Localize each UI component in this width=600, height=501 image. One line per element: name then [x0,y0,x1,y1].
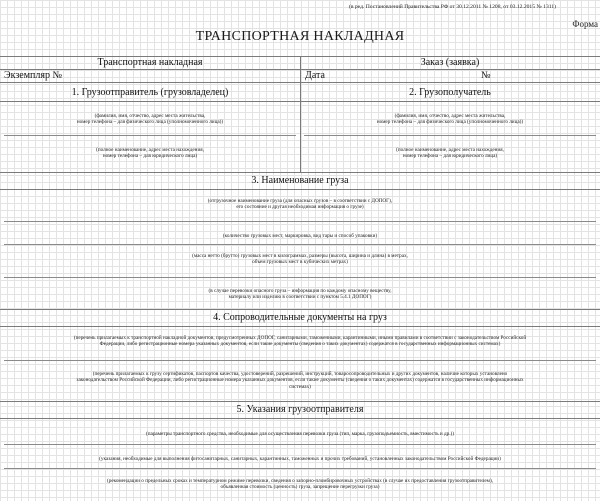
section2-hint-legal: (полное наименование, адрес места нахождения, номер телефона – для юридического лица) [396,147,504,160]
row-divider [0,309,600,310]
section1-hint-legal: (полное наименование, адрес места нахождения, номер телефона – для юридического лица) [96,147,204,160]
field-line [4,360,596,361]
section4-title: 4. Сопроводительные документы на груз [213,312,387,323]
row-divider [0,172,600,173]
section3-hint-packages: (количество грузовых мест, маркировка, вид тары и способ упаковки) [222,233,378,239]
redaction-note: (в ред. Постановлений Правительства РФ от 30.12.2011 № 1208, от 03.12.2015 № 1311) [348,4,556,10]
section5-hint-vehicle: (параметры транспортного средства, необходимые для осуществления перевозки груза (тип, марка, грузоподъемность, вместимость и др.)) [146,431,454,437]
waybill-column-title: Транспортная накладная [97,57,203,68]
row-divider [0,401,600,402]
row-divider [0,418,600,419]
field-line [4,277,596,278]
field-line [4,468,596,469]
field-line [304,135,596,136]
document-title: ТРАНСПОРТНАЯ НАКЛАДНАЯ [195,29,405,44]
field-line [4,221,596,222]
section3-title: 3. Наименование груза [251,175,349,186]
section2-title: 2. Грузополучатель [409,87,491,98]
section5-hint-requirements: (указания, необходимые для выполнения фитосанитарных, санитарных, карантинных, таможенных и прочих требований, установленных законодательством Российской Федерации) [99,456,501,462]
column-divider [300,56,301,82]
section3-hint-dangerous: (в случае перевозки опасного груза – информация по каждому опасному веществу, материалу или изделию в соответствии с пунктом 5.4.1 ДОПОГ) [208,288,392,301]
row-divider [0,189,600,190]
section4-hint-certificates: (перечень прилагаемых к грузу сертификатов, паспортов качества, удостоверений, разрешений, инструкций, товаросопроводительных и других документов, наличие которых установлено законодательством Российской Федерации, либо регистрационные номера указанных документов, если такие документы (сведения о таких документах) содержатся в государственных информационных системах) [76,371,524,390]
field-line [4,244,596,245]
field-line [4,444,596,445]
section1-hint-individual: (фамилия, имя, отчество, адрес места жительства, номер телефона – для физического лица (уполномоченного лица)) [76,113,224,126]
order-number-label: № [481,70,491,81]
section5-hint-recommendations: (рекомендации о предельных сроках и температурном режиме перевозки, сведения о запорно-пломбировочных устройствах (в случае их предоставления грузоотправителем), объявленная стоимость (ценность) груза, запрещение перегрузки груза) [107,478,493,491]
date-label: Дата [305,70,325,81]
form-label: Форма [572,19,598,29]
section3-hint-weight: (масса нетто (брутто) грузовых мест в килограммах, размеры (высота, ширина и длина) в метрах, объем грузовых мест в кубических метрах) [192,253,408,266]
section1-title: 1. Грузоотправитель (грузовладелец) [71,87,229,98]
field-line [4,135,296,136]
section2-hint-individual: (фамилия, имя, отчество, адрес места жительства, номер телефона – для физического лица (уполномоченного лица)) [376,113,524,126]
copy-number-label: Экземпляр № [4,70,63,81]
section3-hint-cargo-name: (отгрузочное наименование груза (для опасных грузов – в соответствии с ДОПОГ), его состояние и другая необходимая информация о грузе) [207,198,393,211]
row-divider [0,326,600,327]
section5-title: 5. Указания грузоотправителя [236,404,364,415]
section4-hint-documents: (перечень прилагаемых к транспортной накладной документов, предусмотренных ДОПОГ, санитарными, таможенными, карантинными, иными правилами в соответствии с законодательством Российской Федерации, либо регистрационные номера указанных документов, если такие документы (сведения о таких документах) содержатся в государственных информационных системах) [73,335,527,348]
order-column-title: Заказ (заявка) [420,57,480,68]
